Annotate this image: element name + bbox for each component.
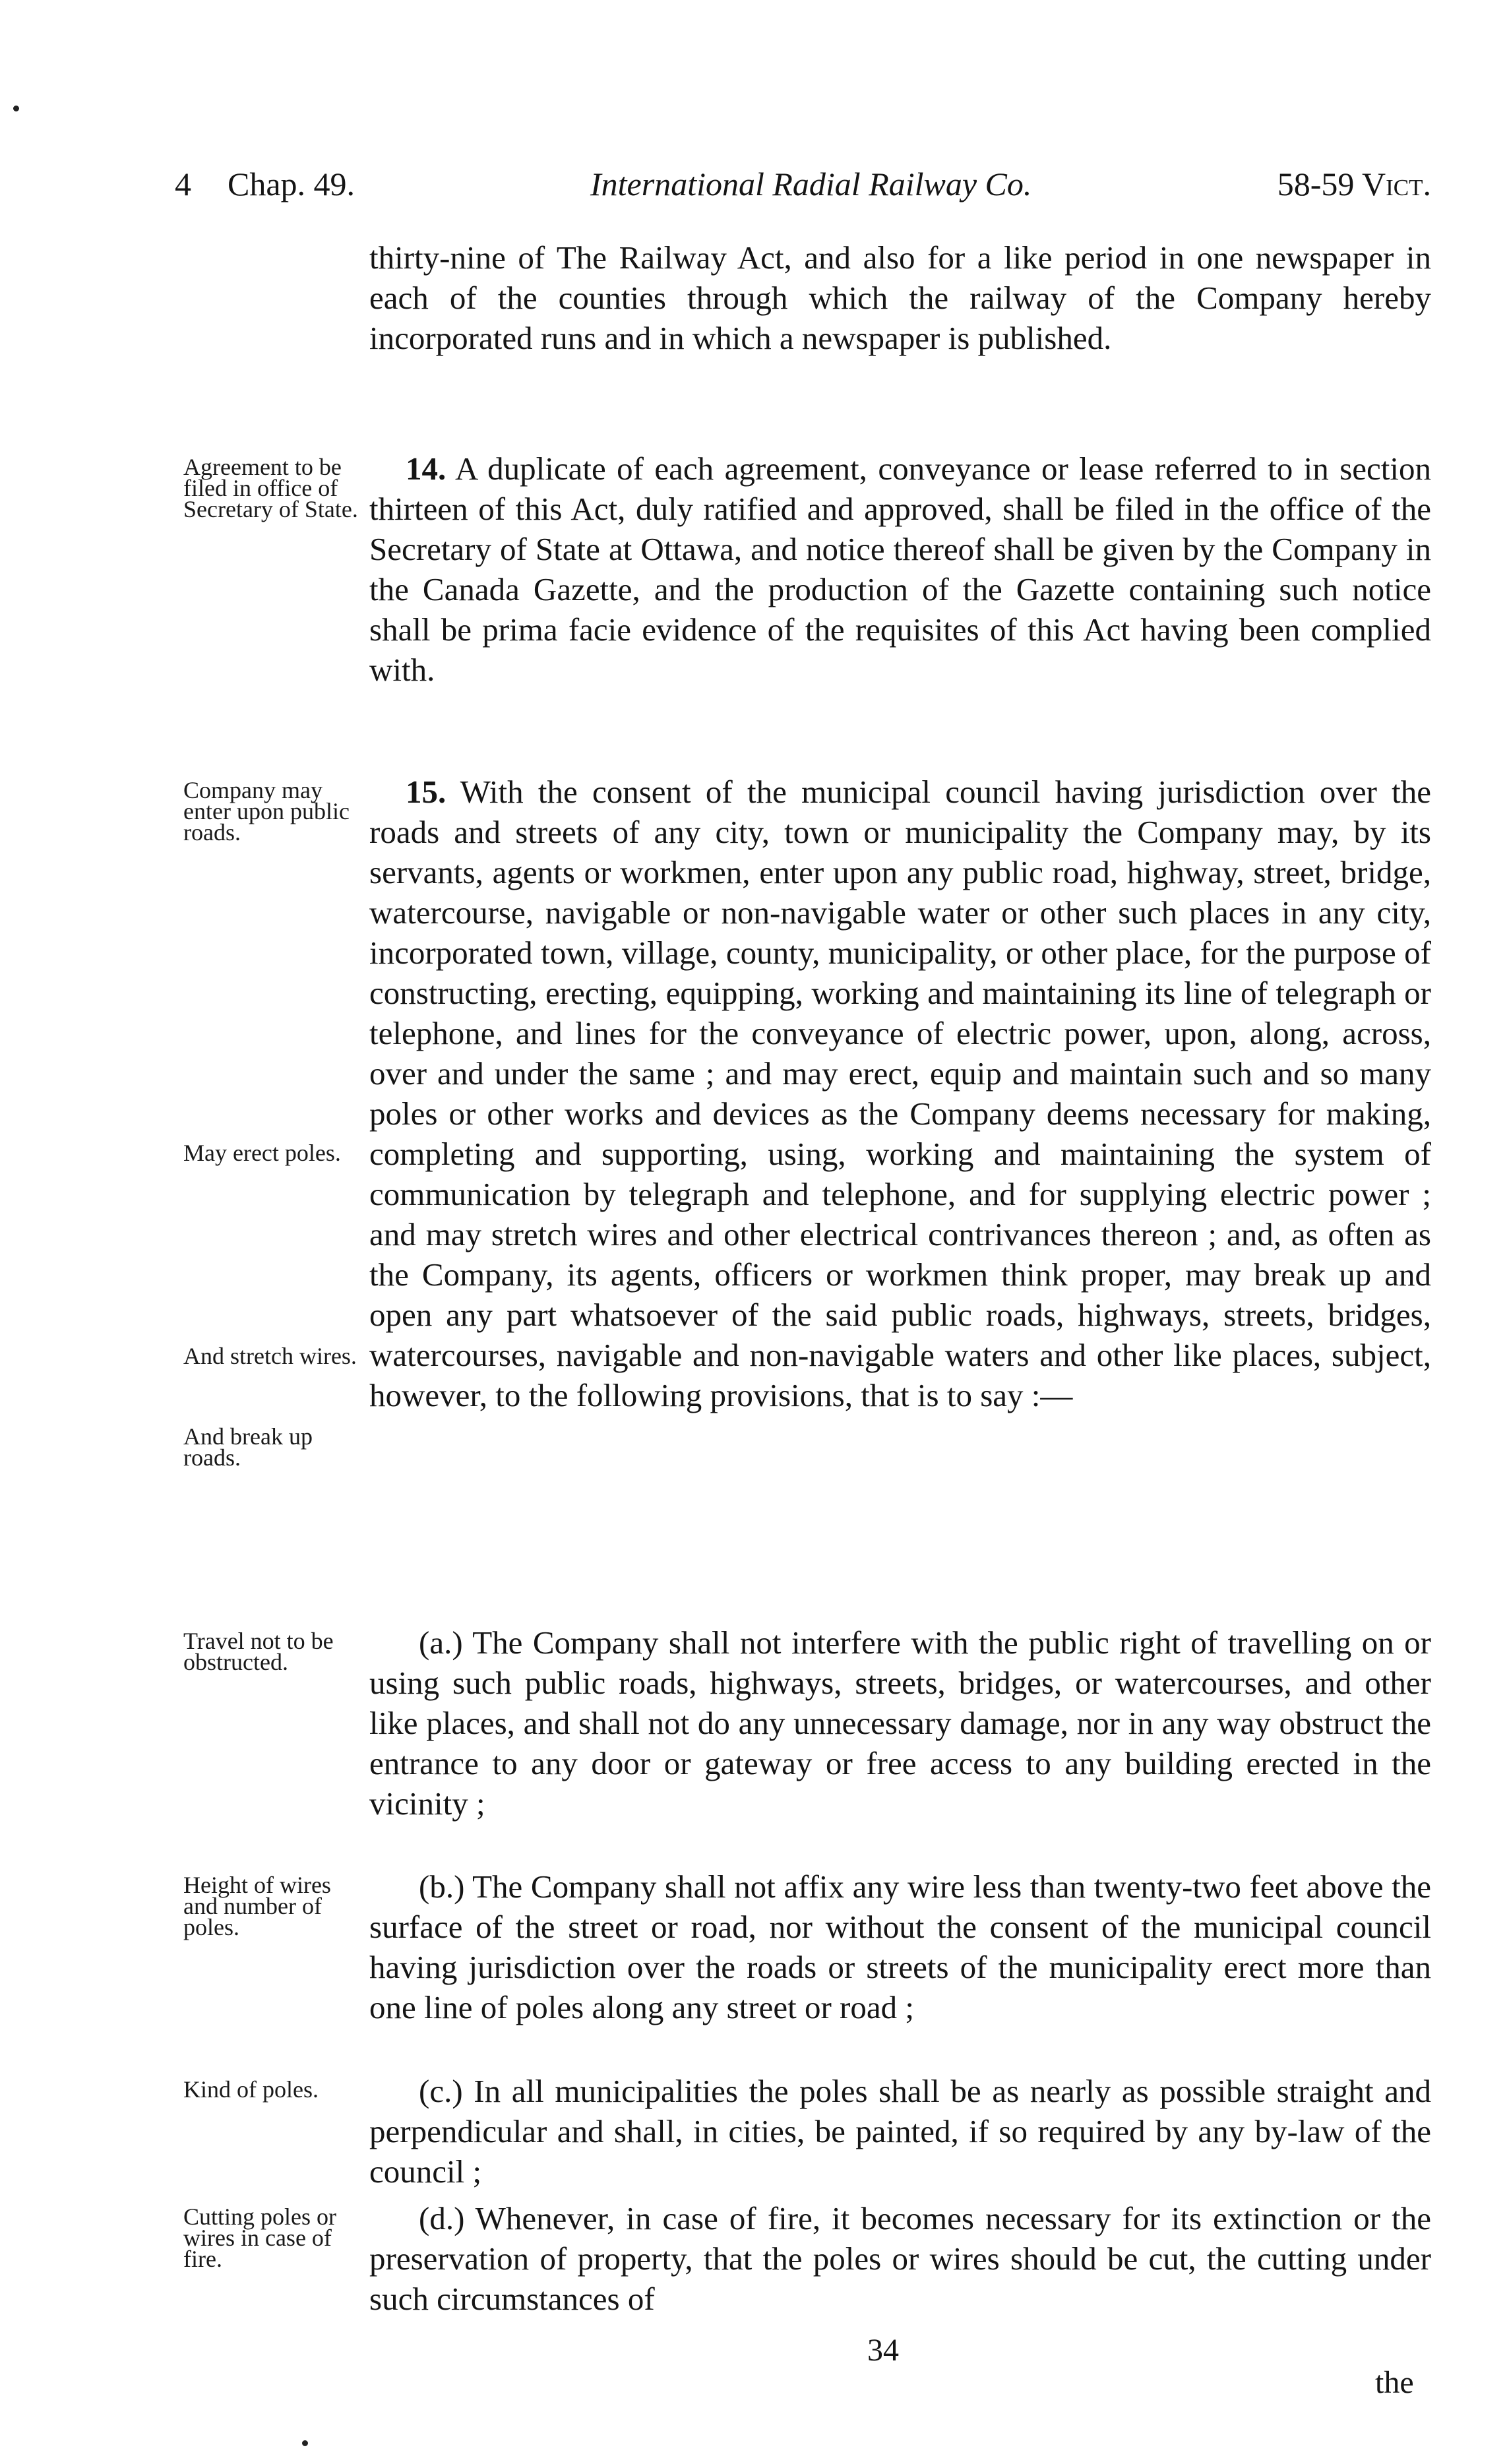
margin-note-agreement: Agreement to be filed in office of Secretary of State. <box>183 454 358 522</box>
clause-b-text: (b.) The Company shall not affix any wire less than twenty-two feet above the surface of the street or road, nor without the consent of the municipal council having jurisdiction over the roads or streets of the municipality erect more than one line of poles along any street or road ; <box>369 1868 1431 2025</box>
continuation-paragraph: thirty-nine of The Railway Act, and also for a like period in one newspaper in each of the counties through which the railway of the Company hereby incorporated runs and in which a newspaper is published. <box>369 239 1431 356</box>
section-14-number: 14. <box>406 450 446 487</box>
section-14-text: A duplicate of each agreement, conveyance or lease referred to in section thirteen of this Act, duly ratified and approved, shall be filed in the office of the Secretary of State at Ottawa, and notice thereof shall be given by the Company in the Canada Gazette, and the production of the Gazette containing such notice shall be prima facie evidence of the requisites of this Act having been complied with. <box>369 450 1432 688</box>
margin-note-height: Height of wires and number of poles. <box>183 1872 331 1940</box>
section-14-paragraph <box>369 448 1431 690</box>
margin-note-kind: Kind of poles. <box>183 2076 319 2103</box>
margin-note-enter-roads: Company may enter upon public roads. <box>183 777 350 846</box>
margin-note-travel: Travel not to be obstructed. <box>183 1628 334 1675</box>
section-15-paragraph <box>369 772 1431 1415</box>
chapter-label: Chap. 49. <box>228 166 355 202</box>
margin-note-cutting: Cutting poles or wires in case of fire. <box>183 2203 336 2272</box>
section-15-text: With the consent of the municipal council having jurisdiction over the roads and streets of any city, town or municipality the Company may, by its servants, agents or workmen, enter upon any public road, highway, street, bridge, watercourse, navigable or non-navigable water or other such places in any city, incorporated town, village, county, municipality, or other place, for the purpose of constructing, erecting, equipping, working and maintaining its line of telegraph or telephone, and lines for the conveyance of electric power, upon, along, across, over and under the same ; and may erect, equip and maintain such and so many poles or other works and devices as the Company deems necessary for making, completing and supporting, using, working and maintaining the system of communication by telegraph and telephone, and for supplying electric power ; and may stretch wires and other electrical contrivances thereon ; and, as often as the Company, its agents, officers or workmen think proper, may break up and open any part whatsoever of the said public roads, highways, streets, bridges, watercourses, navigable and non-navigable waters and other like places, subject, however, to the following provisions, that is to say :— <box>369 774 1431 1413</box>
clause-c <box>369 2071 1431 2192</box>
clause-b <box>369 1866 1431 2027</box>
clause-c-text: (c.) In all municipalities the poles shall be as nearly as possible straight and perpendicular and shall, in cities, be painted, if so required by any by-law of the council ; <box>369 2073 1431 2190</box>
section-15-number: 15. <box>406 774 446 810</box>
margin-note-erect-poles: May erect poles. <box>183 1140 341 1166</box>
signature-mark: 34 <box>867 2333 899 2368</box>
page-number: 4 <box>175 166 191 202</box>
clause-d <box>369 2198 1431 2319</box>
regnal-year: 58-59 Vict. <box>1277 166 1431 202</box>
act-title: International Radial Railway Co. <box>590 166 1032 202</box>
scan-speck <box>13 106 19 111</box>
clause-a-text: (a.) The Company shall not interfere with the public right of travelling on or using such public roads, highways, streets, bridges, or watercourses, and other like places, and shall not do any unnecessary damage, nor in any way obstruct the entrance to any door or gateway or free access to any building erected in the vicinity ; <box>369 1624 1431 1822</box>
clause-a <box>369 1622 1431 1824</box>
catchword: the <box>1375 2365 1414 2400</box>
margin-note-stretch-wires: And stretch wires. <box>183 1343 357 1369</box>
margin-note-break-roads: And break up roads. <box>183 1423 313 1471</box>
clause-d-text: (d.) Whenever, in case of fire, it becomes necessary for its extinction or the preservation of property, that the poles or wires should be cut, the cutting under such circumstances of <box>369 2200 1431 2317</box>
scan-speck <box>302 2440 308 2446</box>
running-header <box>175 165 1431 211</box>
